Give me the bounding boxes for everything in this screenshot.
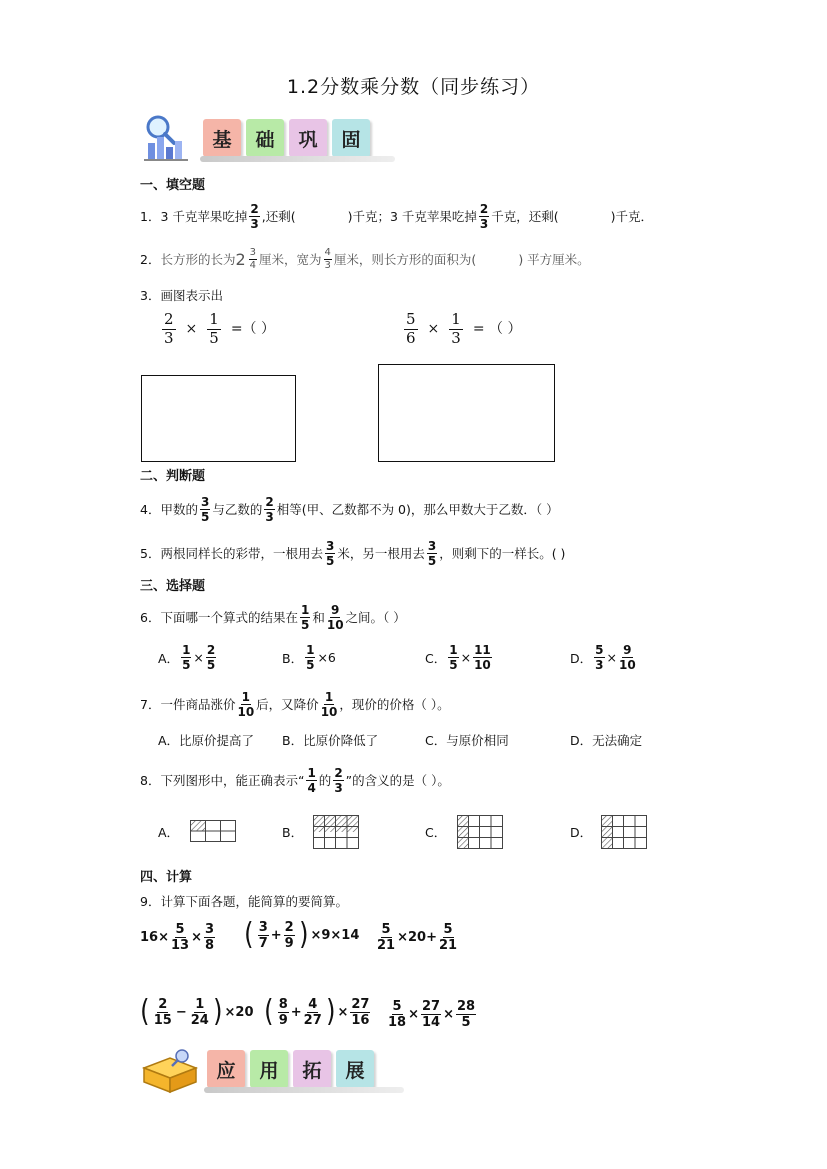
- q6-option-d-label: D．: [570, 650, 593, 666]
- question-2: [140, 248, 590, 271]
- q4-text-1: 甲数的: [160, 501, 198, 517]
- q7-fraction-1: $\frac{1}{10}$: [237, 690, 255, 719]
- q5-fraction-1: $\frac{3}{5}$: [325, 539, 335, 568]
- q1-text-1: 3 千克苹果吃掉: [160, 208, 248, 224]
- q5-number: 5．: [140, 545, 161, 561]
- section-calc-heading: 四、计算: [140, 870, 193, 885]
- q8-option-d-label[interactable]: D．: [570, 825, 593, 840]
- q8-option-a-label[interactable]: A．: [158, 825, 180, 840]
- q9-row2-expression-3: $\frac{5}{18}$ × $\frac{27}{14}$ × $\frac{28}{5}$: [388, 999, 476, 1030]
- q4-fraction-2: $\frac{2}{3}$: [265, 495, 274, 524]
- q8-fraction-2: $\frac{2}{3}$: [334, 766, 343, 795]
- banner-bottom-underline: [204, 1087, 404, 1093]
- q5-text-3: ，则剩下的一样长。( ): [439, 545, 566, 561]
- banner-bottom-tile-1: 应: [207, 1050, 245, 1088]
- q5-text-1: 两根同样长的彩带，一根用去: [160, 545, 323, 561]
- banner-bottom-tile-4: 展: [336, 1050, 374, 1088]
- banner-bottom: [207, 1050, 379, 1088]
- q3-drawing-box-1[interactable]: [141, 375, 296, 462]
- q1-number: 1．: [140, 208, 161, 224]
- q6-option-c-label: C．: [425, 650, 447, 666]
- magnifier-chart-icon: [140, 113, 194, 163]
- banner-top-underline: [200, 156, 395, 162]
- q3-number: 3．: [140, 288, 161, 303]
- q3-e1-times: ×: [185, 321, 198, 337]
- banner-bottom-graphic: [138, 1048, 202, 1094]
- q6-option-d[interactable]: D． $\frac{5}{3}$ × $\frac{9}{10}$: [570, 643, 636, 672]
- q6-option-a-op: ×: [193, 650, 204, 665]
- q8-number: 8．: [140, 772, 161, 788]
- q1-text-3: )千克；3 千克苹果吃掉: [347, 208, 477, 224]
- q3-e2-fraction-a: $\frac{5}{6}$: [406, 310, 416, 347]
- q2-text-1: 长方形的长为: [160, 251, 236, 267]
- banner-top-tile-2: 础: [246, 119, 284, 157]
- q1-text-4: 千克，还剩(: [491, 208, 559, 224]
- q7-option-c[interactable]: C．与原价相同: [425, 733, 509, 748]
- q6-text-2: 和: [312, 609, 325, 625]
- q7-text-1: 一件商品涨价: [160, 696, 236, 712]
- q2-text-2: 厘米，宽为: [259, 251, 322, 267]
- q6-text-3: 之间。（ ）: [345, 609, 406, 625]
- question-6: [140, 604, 406, 631]
- q2-text-3: 厘米，则长方形的面积为(: [333, 251, 477, 267]
- q1-fraction-1: $\frac{2}{3}$: [250, 202, 259, 231]
- q4-number: 4．: [140, 501, 161, 517]
- q8-option-d-figure[interactable]: [601, 815, 647, 849]
- q4-text-2: 与乙数的: [212, 501, 263, 517]
- q4-fraction-1: $\frac{3}{5}$: [200, 495, 210, 524]
- q7-text-2: 后，又降价: [256, 696, 319, 712]
- question-3: [140, 287, 223, 305]
- q8-option-c-label[interactable]: C．: [425, 825, 447, 840]
- q7-option-d[interactable]: D．无法确定: [570, 733, 643, 748]
- q6-option-b-label: B．: [282, 650, 304, 666]
- q6-option-a[interactable]: A． $\frac{1}{5}$ × $\frac{2}{5}$: [158, 643, 216, 672]
- q9-number: 9．: [140, 894, 161, 909]
- q6-option-c-op: ×: [460, 650, 472, 665]
- q9-row2-expression-2: ( $\frac{8}{9}$ + $\frac{4}{27}$ ) × $\frac{27}{16}$: [264, 994, 370, 1029]
- q7-number: 7．: [140, 696, 161, 712]
- q9-row2-expression-1: ( $\frac{2}{15}$ − $\frac{1}{24}$ ) ×20: [140, 994, 254, 1029]
- q3-e1-fraction-a: $\frac{2}{3}$: [164, 310, 174, 347]
- q1-text-2: ,还剩(: [261, 208, 296, 224]
- banner-bottom-tile-2: 用: [250, 1050, 288, 1088]
- section-choice-heading: 三、选择题: [140, 579, 206, 594]
- q8-option-b-label[interactable]: B．: [282, 825, 304, 840]
- page-title: 1.2分数乘分数（同步练习）: [286, 76, 541, 98]
- banner-top-tile-3: 巩: [289, 119, 327, 157]
- q8-text-1: 下列图形中，能正确表示“: [160, 772, 305, 788]
- q7-text-3: ，现价的价格（ ）。: [339, 696, 450, 712]
- section-fill-heading: 一、填空题: [140, 178, 206, 193]
- q3-e2-fraction-b: $\frac{1}{3}$: [451, 310, 461, 347]
- q5-text-2: 米，另一根用去: [337, 545, 425, 561]
- q1-fraction-2: $\frac{2}{3}$: [479, 202, 489, 231]
- q2-number: 2．: [140, 251, 161, 267]
- banner-bottom-tile-3: 拓: [293, 1050, 331, 1088]
- question-5: [140, 540, 565, 567]
- q6-text-1: 下面哪一个算式的结果在: [160, 609, 298, 625]
- q8-fraction-1: $\frac{1}{4}$: [307, 766, 316, 795]
- q3-expression-1: [158, 312, 275, 346]
- q6-option-c[interactable]: C． $\frac{1}{5}$ × $\frac{11}{10}$: [425, 643, 491, 672]
- q3-e2-answer[interactable]: = （ ）: [472, 321, 522, 337]
- q7-fraction-2: $\frac{1}{10}$: [320, 690, 338, 719]
- q3-e1-answer[interactable]: =（ ）: [230, 321, 276, 337]
- q9-row1-expression-1: 16× $\frac{5}{13}$ × $\frac{3}{8}$: [140, 922, 215, 953]
- question-9: [140, 893, 348, 911]
- q4-text-3: 相等(甲、乙数都不为 0)，那么甲数大于乙数．（ ）: [276, 501, 559, 517]
- q1-text-5: )千克．: [610, 208, 654, 224]
- question-4: [140, 496, 559, 523]
- q3-text: 画图表示出: [160, 288, 223, 303]
- q6-fraction-1: $\frac{1}{5}$: [300, 603, 310, 632]
- banner-top-graphic: [140, 113, 194, 163]
- q2-mixed-number: 2 $\frac{3}{4}$: [235, 247, 257, 271]
- q7-option-b[interactable]: B．比原价降低了: [282, 733, 379, 748]
- q5-fraction-2: $\frac{3}{5}$: [427, 539, 437, 568]
- question-1: [140, 203, 653, 230]
- q8-option-a-figure[interactable]: [190, 820, 236, 842]
- question-8: [140, 767, 450, 794]
- q6-number: 6．: [140, 609, 161, 625]
- q3-expression-2: [400, 312, 521, 346]
- q3-e1-fraction-b: $\frac{1}{5}$: [209, 310, 219, 347]
- q9-row1-expression-2: ( $\frac{3}{7}$ + $\frac{2}{9}$ ) ×9×14: [244, 917, 360, 952]
- banner-top: [203, 119, 375, 157]
- q6-option-b[interactable]: B． $\frac{1}{5}$ ×6: [282, 643, 336, 672]
- q8-text-2: 的: [318, 772, 332, 788]
- q7-option-a[interactable]: A．比原价提高了: [158, 733, 255, 748]
- q6-option-d-op: ×: [606, 650, 617, 665]
- q9-row1-expression-3: $\frac{5}{21}$ ×20+ $\frac{5}{21}$: [377, 922, 458, 953]
- q9-text: 计算下面各题，能简算的要简算。: [160, 894, 348, 909]
- q8-option-b-figure[interactable]: [313, 815, 359, 849]
- treasure-chest-icon: [138, 1048, 202, 1094]
- q8-text-3: ”的含义的是（ ）。: [345, 772, 450, 788]
- section-judge-heading: 二、判断题: [140, 469, 206, 484]
- q3-e2-times: ×: [427, 321, 440, 337]
- q2-text-4: ) 平方厘米。: [518, 251, 590, 267]
- q6-option-b-op: ×6: [317, 650, 336, 665]
- q3-drawing-box-2[interactable]: [378, 364, 555, 462]
- q6-fraction-2: $\frac{9}{10}$: [326, 603, 344, 632]
- banner-top-tile-1: 基: [203, 119, 241, 157]
- q8-option-c-figure[interactable]: [457, 815, 503, 849]
- banner-top-tile-4: 固: [332, 119, 370, 157]
- q2-fraction: $\frac{4}{3}$: [324, 247, 331, 271]
- question-7: [140, 691, 450, 718]
- q6-option-a-label: A．: [158, 650, 180, 666]
